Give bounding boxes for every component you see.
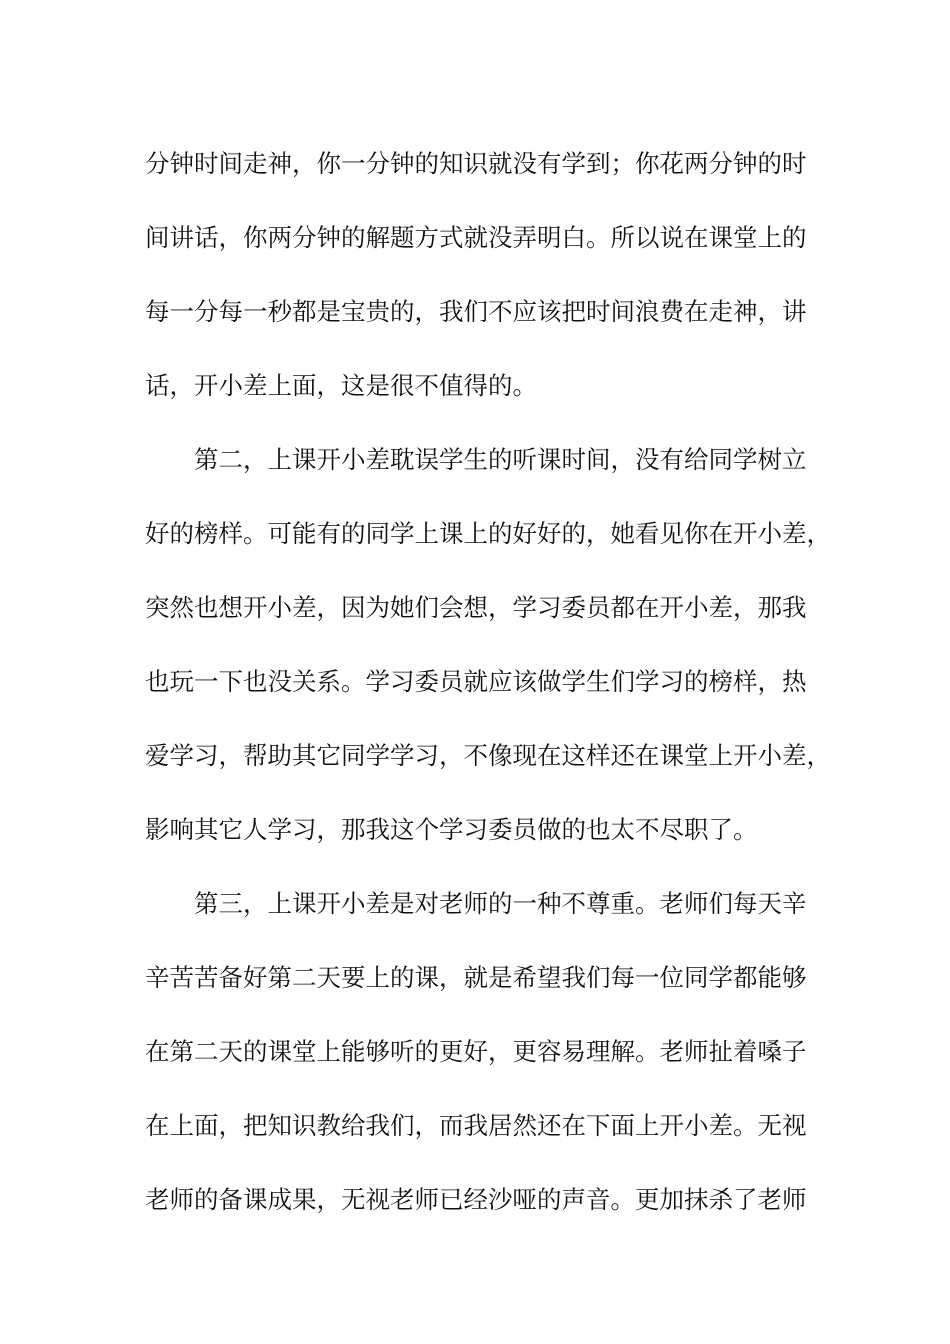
paragraph-line: 在第二天的课堂上能够听的更好，更容易理解。老师扯着嗓子 bbox=[145, 1037, 807, 1066]
paragraph-line: 突然也想开小差，因为她们会想，学习委员都在开小差，那我 bbox=[145, 593, 807, 622]
paragraph-line: 每一分每一秒都是宝贵的，我们不应该把时间浪费在走神，讲 bbox=[145, 297, 807, 326]
paragraph-line: 第二，上课开小差耽误学生的听课时间，没有给同学树立 bbox=[194, 445, 807, 474]
paragraph-line: 爱学习，帮助其它同学学习，不像现在这样还在课堂上开小差， bbox=[145, 741, 831, 770]
paragraph-line: 影响其它人学习，那我这个学习委员做的也太不尽职了。 bbox=[145, 815, 758, 844]
paragraph-line: 辛苦苦备好第二天要上的课，就是希望我们每一位同学都能够 bbox=[145, 963, 807, 992]
body-text bbox=[145, 127, 831, 1237]
paragraph-line: 分钟时间走神，你一分钟的知识就没有学到；你花两分钟的时 bbox=[145, 149, 807, 178]
paragraph-line: 第三，上课开小差是对老师的一种不尊重。老师们每天辛 bbox=[194, 889, 807, 918]
paragraph-line: 也玩一下也没关系。学习委员就应该做学生们学习的榜样，热 bbox=[145, 667, 807, 696]
paragraph-line: 间讲话，你两分钟的解题方式就没弄明白。所以说在课堂上的 bbox=[145, 223, 807, 252]
paragraph-line: 在上面，把知识教给我们，而我居然还在下面上开小差。无视 bbox=[145, 1111, 807, 1140]
paragraph-line: 好的榜样。可能有的同学上课上的好好的，她看见你在开小差， bbox=[145, 519, 831, 548]
paragraph-line: 老师的备课成果，无视老师已经沙哑的声音。更加抹杀了老师 bbox=[145, 1185, 807, 1214]
paragraph-line: 话，开小差上面，这是很不值得的。 bbox=[145, 371, 537, 400]
